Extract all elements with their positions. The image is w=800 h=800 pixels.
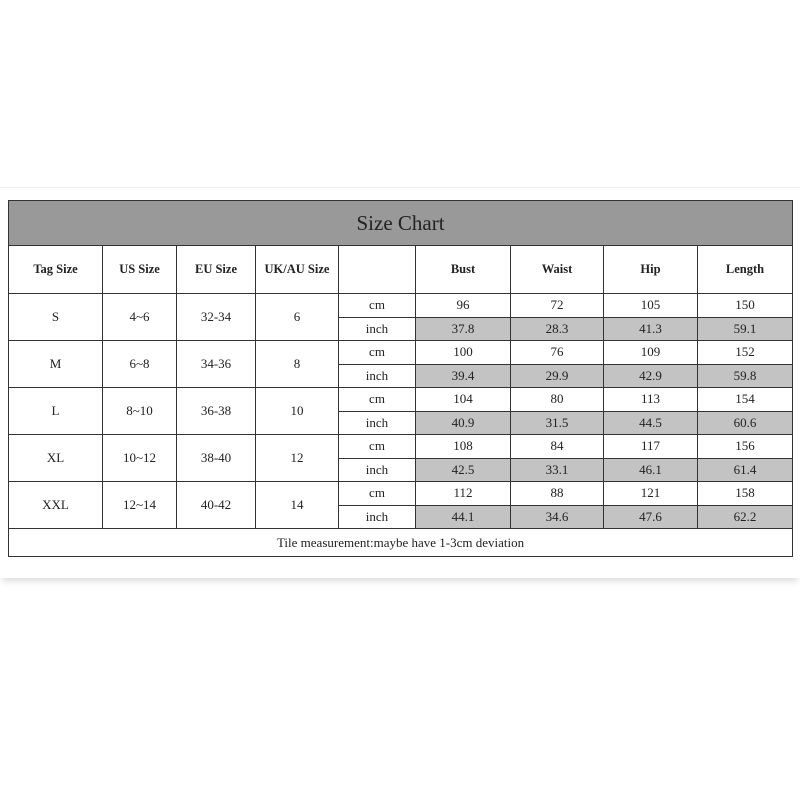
header-row (9, 246, 793, 294)
length-inch-cell: 59.1 (698, 317, 793, 341)
length-inch-cell: 59.8 (698, 364, 793, 388)
bust-inch-cell: 44.1 (416, 505, 511, 529)
unit-inch: inch (339, 411, 416, 435)
hip-cm-cell: 109 (604, 341, 698, 365)
header-us-size: US Size (103, 246, 177, 294)
hip-inch-cell: 47.6 (604, 505, 698, 529)
tag-size-cell: S (9, 294, 103, 341)
ukau-size-cell: 14 (256, 482, 339, 529)
us-size-cell: 6~8 (103, 341, 177, 388)
header-unit (339, 246, 416, 294)
unit-cm: cm (339, 435, 416, 459)
us-size-cell: 8~10 (103, 388, 177, 435)
length-cm-cell: 158 (698, 482, 793, 506)
header-tag-size: Tag Size (9, 246, 103, 294)
bust-cm-cell: 100 (416, 341, 511, 365)
bust-cm-cell: 112 (416, 482, 511, 506)
length-cm-cell: 152 (698, 341, 793, 365)
bust-cm-cell: 104 (416, 388, 511, 412)
ukau-size-cell: 6 (256, 294, 339, 341)
header-hip: Hip (604, 246, 698, 294)
header-ukau-size: UK/AU Size (256, 246, 339, 294)
bust-inch-cell: 40.9 (416, 411, 511, 435)
waist-inch-cell: 29.9 (511, 364, 604, 388)
chart-title: Size Chart (9, 201, 793, 246)
hip-inch-cell: 42.9 (604, 364, 698, 388)
us-size-cell: 12~14 (103, 482, 177, 529)
bust-inch-cell: 42.5 (416, 458, 511, 482)
hip-cm-cell: 113 (604, 388, 698, 412)
header-bust: Bust (416, 246, 511, 294)
us-size-cell: 10~12 (103, 435, 177, 482)
hip-inch-cell: 44.5 (604, 411, 698, 435)
bust-cm-cell: 108 (416, 435, 511, 459)
hip-cm-cell: 105 (604, 294, 698, 318)
eu-size-cell: 38-40 (177, 435, 256, 482)
header-eu-size: EU Size (177, 246, 256, 294)
bust-inch-cell: 39.4 (416, 364, 511, 388)
unit-cm: cm (339, 294, 416, 318)
footer-note: Tile measurement:maybe have 1-3cm deviation (9, 529, 793, 557)
ukau-size-cell: 8 (256, 341, 339, 388)
tag-size-cell: L (9, 388, 103, 435)
eu-size-cell: 40-42 (177, 482, 256, 529)
size-row-cm (9, 435, 793, 459)
eu-size-cell: 32-34 (177, 294, 256, 341)
waist-inch-cell: 31.5 (511, 411, 604, 435)
unit-cm: cm (339, 341, 416, 365)
tag-size-cell: XL (9, 435, 103, 482)
unit-cm: cm (339, 388, 416, 412)
length-cm-cell: 154 (698, 388, 793, 412)
length-inch-cell: 62.2 (698, 505, 793, 529)
hip-cm-cell: 121 (604, 482, 698, 506)
eu-size-cell: 36-38 (177, 388, 256, 435)
hip-inch-cell: 46.1 (604, 458, 698, 482)
length-inch-cell: 61.4 (698, 458, 793, 482)
unit-inch: inch (339, 505, 416, 529)
size-row-cm (9, 341, 793, 365)
size-chart-table (8, 200, 793, 557)
unit-inch: inch (339, 458, 416, 482)
size-row-cm (9, 482, 793, 506)
ukau-size-cell: 12 (256, 435, 339, 482)
bust-cm-cell: 96 (416, 294, 511, 318)
ukau-size-cell: 10 (256, 388, 339, 435)
us-size-cell: 4~6 (103, 294, 177, 341)
waist-inch-cell: 28.3 (511, 317, 604, 341)
unit-inch: inch (339, 364, 416, 388)
waist-inch-cell: 34.6 (511, 505, 604, 529)
waist-cm-cell: 84 (511, 435, 604, 459)
size-row-cm (9, 294, 793, 318)
hip-inch-cell: 41.3 (604, 317, 698, 341)
eu-size-cell: 34-36 (177, 341, 256, 388)
hip-cm-cell: 117 (604, 435, 698, 459)
tag-size-cell: XXL (9, 482, 103, 529)
unit-inch: inch (339, 317, 416, 341)
waist-cm-cell: 72 (511, 294, 604, 318)
bust-inch-cell: 37.8 (416, 317, 511, 341)
size-row-cm (9, 388, 793, 412)
length-cm-cell: 156 (698, 435, 793, 459)
waist-cm-cell: 88 (511, 482, 604, 506)
header-length: Length (698, 246, 793, 294)
length-inch-cell: 60.6 (698, 411, 793, 435)
waist-cm-cell: 76 (511, 341, 604, 365)
waist-cm-cell: 80 (511, 388, 604, 412)
length-cm-cell: 150 (698, 294, 793, 318)
unit-cm: cm (339, 482, 416, 506)
waist-inch-cell: 33.1 (511, 458, 604, 482)
tag-size-cell: M (9, 341, 103, 388)
header-waist: Waist (511, 246, 604, 294)
